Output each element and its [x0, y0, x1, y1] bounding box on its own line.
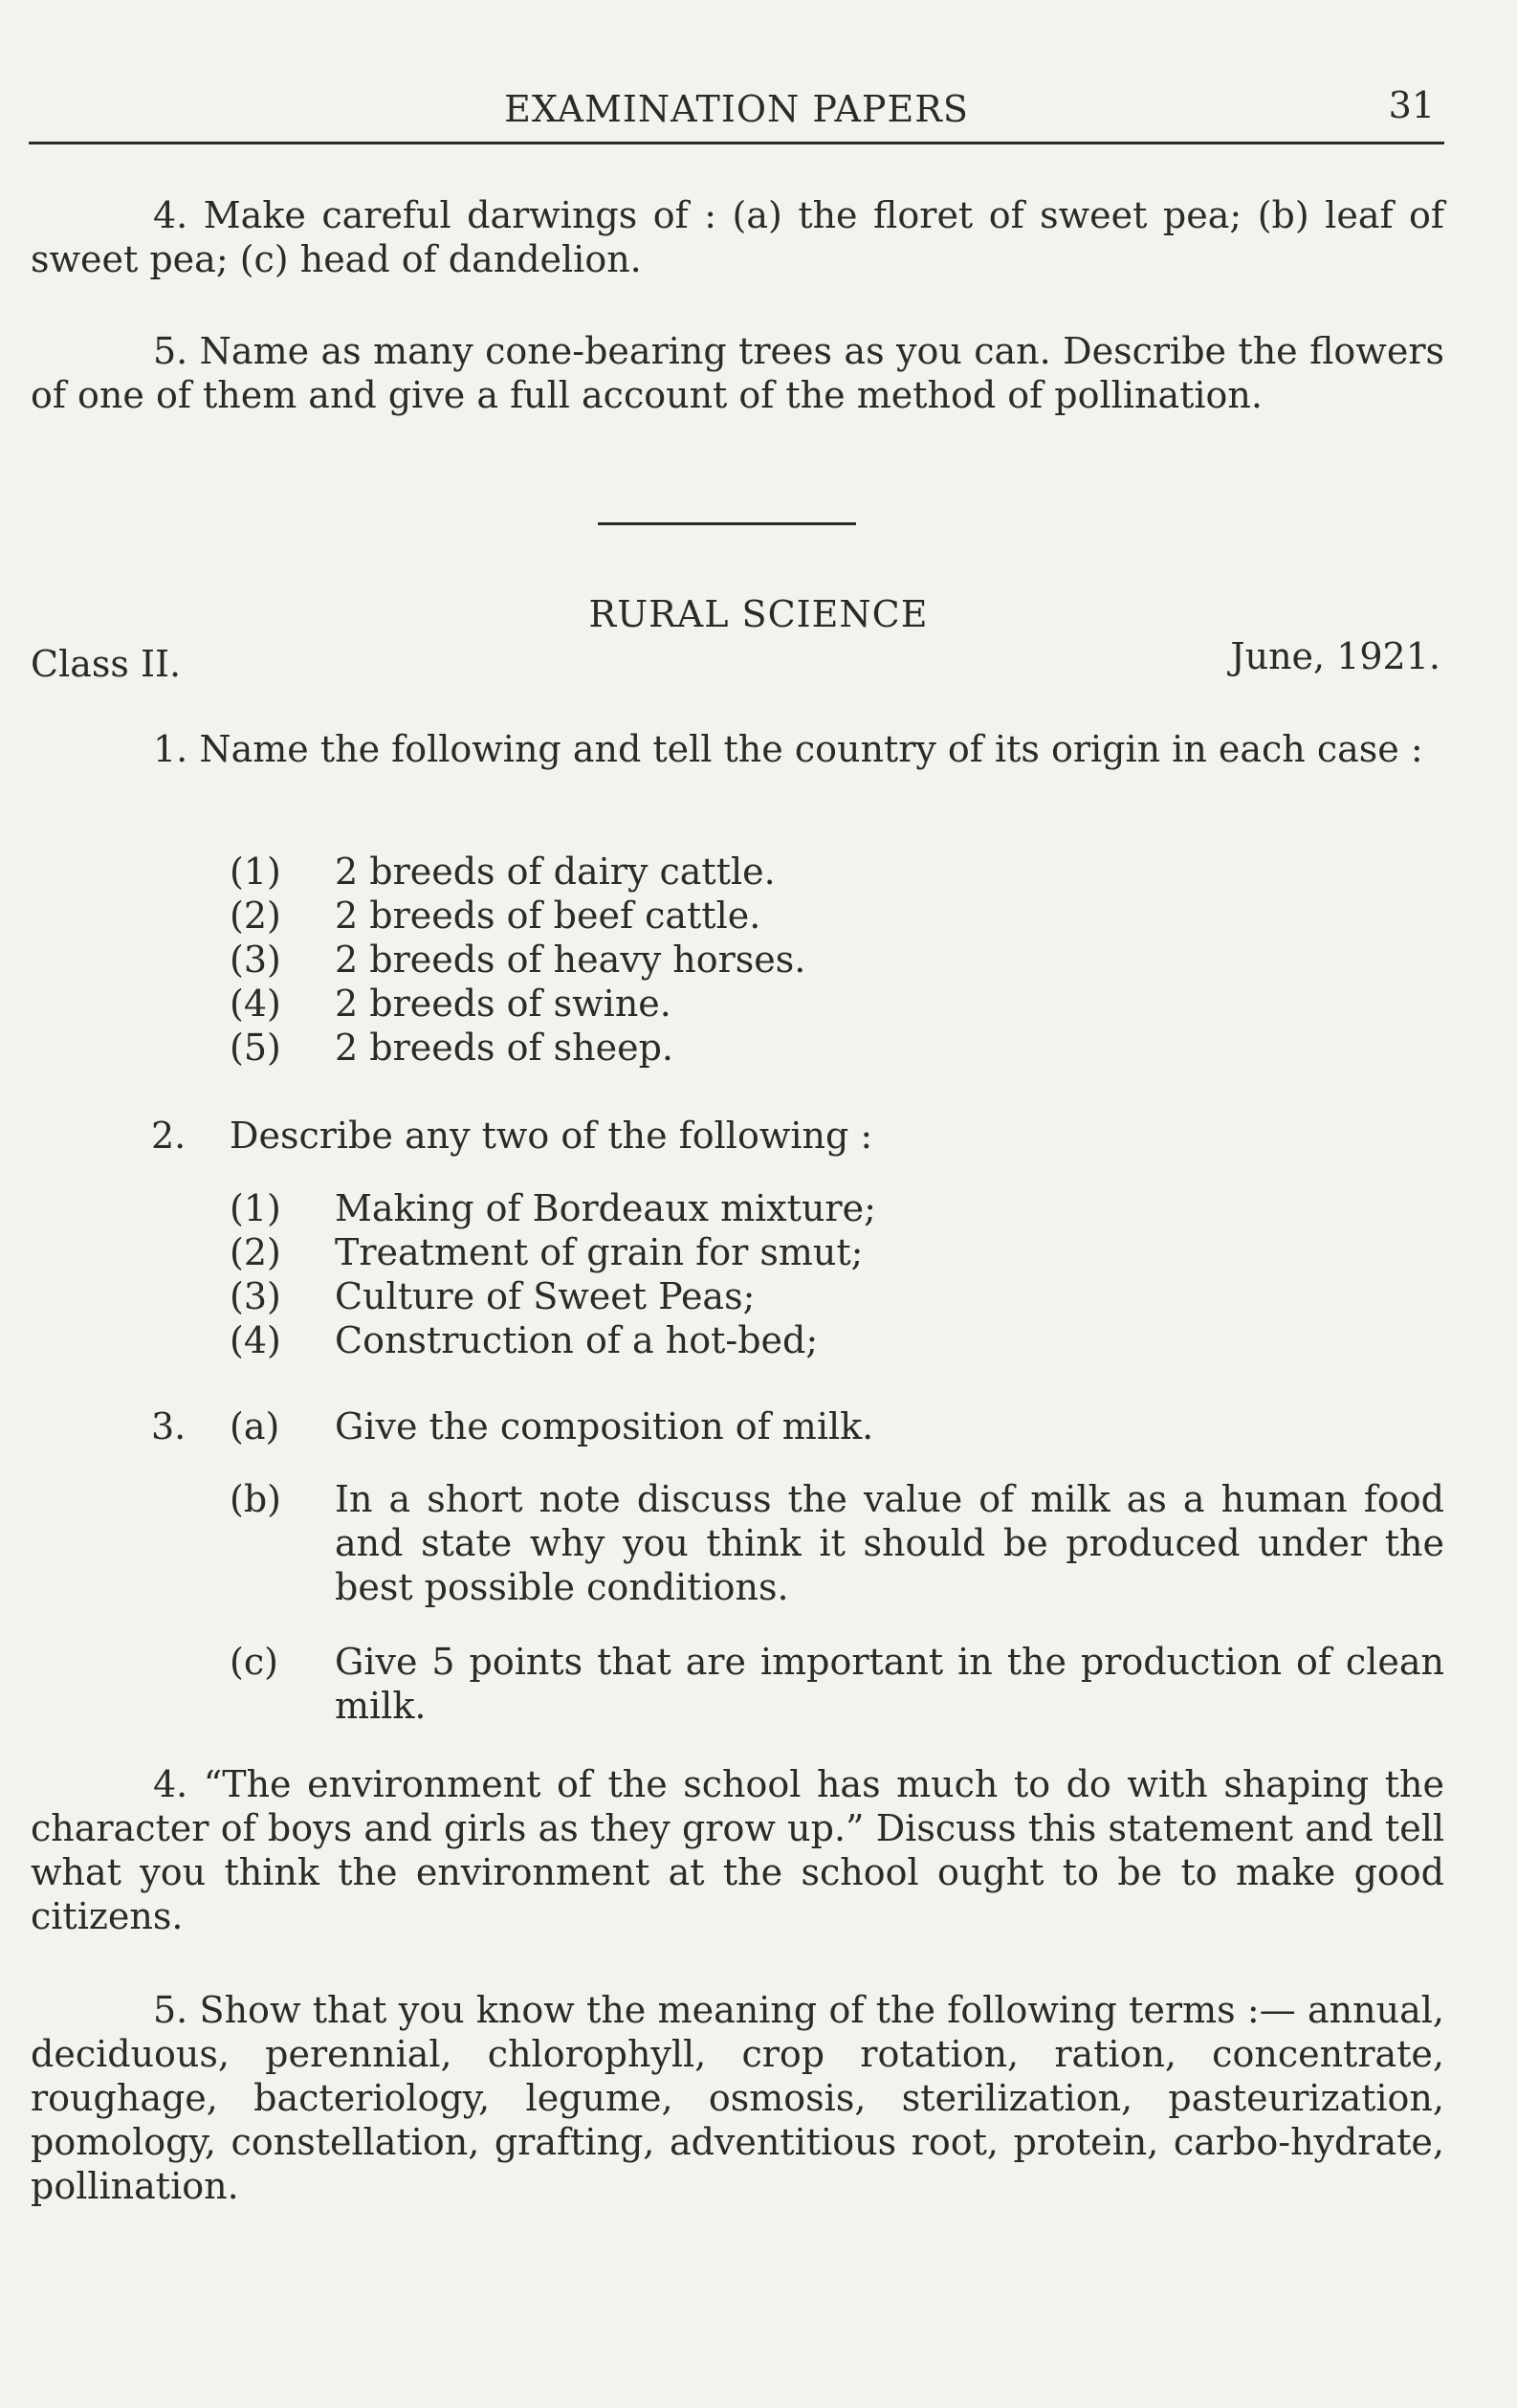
item-label: (2): [230, 1231, 281, 1273]
list-item: [0, 1026, 1517, 1070]
list-item: [0, 982, 1517, 1026]
running-header: [29, 84, 1444, 144]
item-text: 2 breeds of sheep.: [335, 1027, 674, 1069]
list-item: [0, 1274, 1517, 1318]
section-title: RURAL SCIENCE: [588, 593, 929, 635]
item-label: (3): [230, 939, 281, 981]
question-number: 2.: [151, 1115, 187, 1157]
question-3-part-a: [0, 1404, 1517, 1448]
item-text: Treatment of grain for smut;: [335, 1231, 864, 1273]
item-label: (4): [230, 1319, 281, 1361]
question-3-part-c-text: Give 5 points that are important in the production of clean milk.: [335, 1641, 1444, 1727]
running-title: EXAMINATION PAPERS: [504, 88, 969, 130]
item-text: Give the composition of milk.: [335, 1405, 874, 1447]
item-label: (2): [230, 895, 281, 937]
question-5: 5. Show that you know the meaning of the following terms :— annual, deciduous, perennial, chlorophyll, crop rotation, ration, concentrate, roughage, bacteriology, legume, osmosis, sterilization, pasteurization, pomology, constellation, grafting, adventitious root, protein, carbo-hydrate, pollination.: [31, 1989, 1444, 2207]
list-item: [0, 850, 1517, 894]
item-label: (1): [230, 1187, 281, 1229]
question-1-stem: 1. Name the following and tell the country of its origin in each case :: [153, 728, 1423, 770]
item-text: 2 breeds of beef cattle.: [335, 895, 761, 937]
question-2-stem: [0, 1114, 1517, 1158]
item-label: (5): [230, 1027, 281, 1069]
item-label: (c): [230, 1641, 278, 1683]
exam-date: June, 1921.: [1230, 635, 1440, 677]
question-3-part-b-text: In a short note discuss the value of milk as a human food and state why you think it should be produced under the best possible conditions.: [335, 1478, 1444, 1608]
item-text: 2 breeds of heavy horses.: [335, 939, 806, 981]
item-label: (b): [230, 1478, 281, 1520]
item-label: (1): [230, 851, 281, 893]
item-text: 2 breeds of dairy cattle.: [335, 851, 776, 893]
list-item: [0, 1230, 1517, 1274]
item-text: Culture of Sweet Peas;: [335, 1275, 756, 1317]
item-text: 2 breeds of swine.: [335, 983, 671, 1025]
item-text: Making of Bordeaux mixture;: [335, 1187, 876, 1229]
prev-question-4: 4. Make careful darwings of : (a) the floret of sweet pea; (b) leaf of sweet pea; (c) head of dandelion.: [31, 194, 1444, 280]
item-label: (3): [230, 1275, 281, 1317]
class-label: Class II.: [31, 643, 182, 685]
list-item: [0, 894, 1517, 938]
list-item: [0, 1318, 1517, 1362]
question-text: Describe any two of the following :: [230, 1115, 873, 1157]
list-item: [0, 1186, 1517, 1230]
prev-question-5: 5. Name as many cone-bearing trees as you can. Describe the flowers of one of them and give a full account of the method of pollination.: [31, 330, 1444, 416]
list-item: [0, 938, 1517, 982]
question-number: 3.: [151, 1405, 187, 1447]
question-4: 4. “The environment of the school has much to do with shaping the character of boys and girls as they grow up.” Discuss this statement and tell what you think the environment at the school ought to be to make good citizens.: [31, 1763, 1444, 1937]
item-text: Construction of a hot-bed;: [335, 1319, 819, 1361]
item-label: (4): [230, 983, 281, 1025]
section-divider: [598, 522, 856, 525]
page-number: 31: [1388, 84, 1435, 126]
item-label: (a): [230, 1405, 280, 1447]
